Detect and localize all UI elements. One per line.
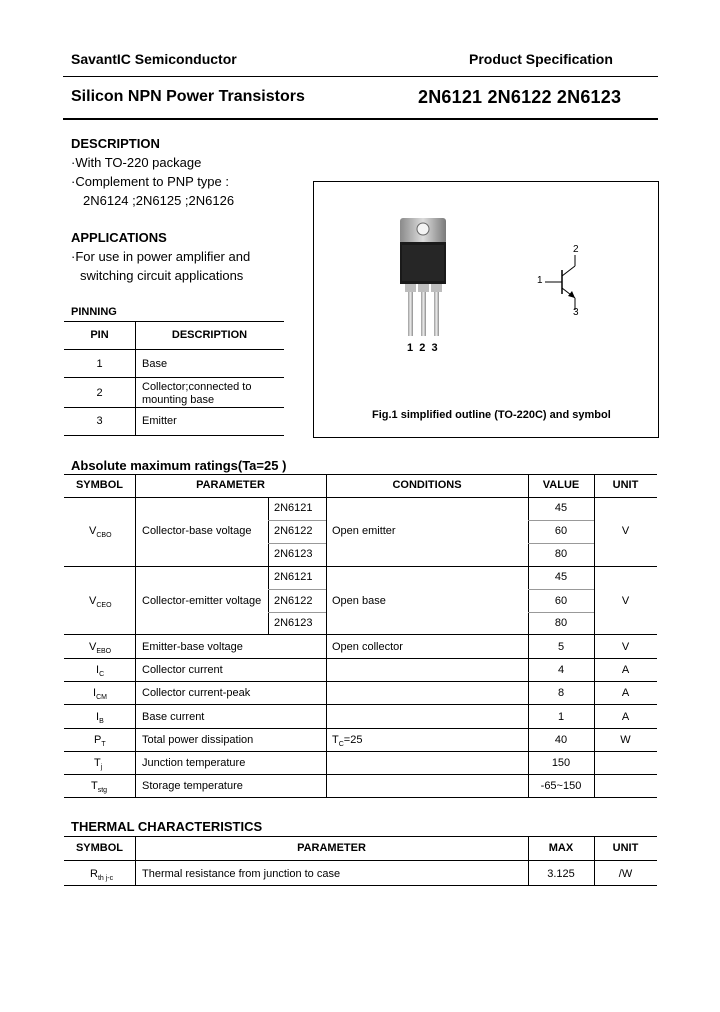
thermal-rule <box>64 860 657 861</box>
ratings-subrule <box>268 589 326 590</box>
part-number: 2N6123 <box>274 617 313 629</box>
applications-item: ·For use in power amplifier and <box>71 249 251 264</box>
thermal-heading: THERMAL CHARACTERISTICS <box>71 819 263 834</box>
symbol-pin-3: 3 <box>573 307 579 318</box>
applications-heading: APPLICATIONS <box>71 230 167 245</box>
product-line-title: Silicon NPN Power Transistors <box>71 88 305 105</box>
value-cell: 8 <box>557 687 565 699</box>
description-heading: DESCRIPTION <box>71 136 160 151</box>
pinning-col-description: DESCRIPTION <box>171 329 248 341</box>
part-number: 2N6122 <box>274 595 313 607</box>
thermal-col-unit: UNIT <box>612 842 639 854</box>
value-cell: 60 <box>554 525 568 537</box>
ratings-col-symbol: SYMBOL <box>75 479 124 491</box>
ratings-rule <box>64 566 657 567</box>
part-numbers-title: 2N6121 2N6122 2N6123 <box>418 87 622 107</box>
thermal-col-parameter: PARAMETER <box>297 842 366 854</box>
ratings-rule <box>64 704 657 705</box>
part-number: 2N6123 <box>274 548 313 560</box>
part-number: 2N6121 <box>274 502 313 514</box>
param-vebo: Emitter-base voltage <box>142 641 243 653</box>
unit-cell: A <box>621 687 630 699</box>
pinning-rule <box>64 349 284 350</box>
pinning-rule <box>64 377 284 378</box>
ratings-col-divider <box>135 474 136 798</box>
ratings-heading: Absolute maximum ratings(Ta=25 ) <box>71 458 287 473</box>
pinning-heading: PINNING <box>71 306 117 318</box>
ratings-subrule <box>528 589 594 590</box>
param-icm: Collector current-peak <box>142 687 251 699</box>
pin-number: 1 <box>96 358 103 370</box>
to220-package-image <box>390 215 460 345</box>
value-cell: 1 <box>557 711 565 723</box>
param-tstg: Storage temperature <box>142 780 243 792</box>
pin-description: Collector;connected to <box>142 381 252 393</box>
ratings-subrule <box>528 612 594 613</box>
symbol-ic: $I_C$ <box>96 664 105 679</box>
figure-caption: Fig.1 simplified outline (TO-220C) and symbol <box>372 409 611 421</box>
part-number: 2N6121 <box>274 571 313 583</box>
company-name: SavantIC Semiconductor <box>71 51 237 67</box>
cond-vcbo: Open emitter <box>332 525 396 537</box>
unit-cell: W <box>620 734 631 746</box>
param-ib: Base current <box>142 711 205 723</box>
description-item: ·With TO-220 package <box>71 155 202 170</box>
symbol-ib: $I_B$ <box>96 711 104 726</box>
unit-cell: /W <box>618 868 633 880</box>
thermal-col-symbol: SYMBOL <box>75 842 124 854</box>
symbol-vebo: $V_{EBO}$ <box>89 641 112 656</box>
ratings-rule <box>64 474 657 475</box>
package-pin-labels: 1 2 3 <box>407 342 438 354</box>
applications-item: switching circuit applications <box>80 268 244 283</box>
ratings-col-divider <box>528 474 529 798</box>
description-item: 2N6124 ;2N6125 ;2N6126 <box>83 193 235 208</box>
param-tj: Junction temperature <box>142 757 246 769</box>
symbol-icm: $I_{CM}$ <box>93 687 107 702</box>
value-cell: 80 <box>554 617 568 629</box>
value-cell: 4 <box>557 664 565 676</box>
symbol-vcbo: $V_{CBO}$ <box>89 525 112 540</box>
ratings-col-divider <box>326 474 327 798</box>
ratings-rule <box>64 774 657 775</box>
pinning-rule <box>64 321 284 322</box>
ratings-subrule <box>528 543 594 544</box>
value-cell: 40 <box>554 734 568 746</box>
cond-pt: $T_C=25$ <box>332 734 363 749</box>
pin-description: Base <box>142 358 168 370</box>
max-cell: 3.125 <box>547 868 575 880</box>
value-cell: 45 <box>554 502 568 514</box>
ratings-subrule <box>268 520 326 521</box>
ratings-col-unit: UNIT <box>612 479 639 491</box>
title-rule <box>63 118 658 120</box>
ratings-rule <box>64 634 657 635</box>
thermal-rule <box>64 885 657 886</box>
thermal-col-max: MAX <box>548 842 574 854</box>
pinning-rule <box>64 407 284 408</box>
value-cell: 60 <box>554 595 568 607</box>
symbol-rth: $R_{th j-c}$ <box>90 868 114 883</box>
ratings-subrule <box>528 520 594 521</box>
param-vcbo: Collector-base voltage <box>142 525 252 537</box>
thermal-rule <box>64 836 657 837</box>
value-cell: 150 <box>551 757 571 769</box>
pin-number: 2 <box>96 387 103 399</box>
unit-cell: V <box>621 641 630 653</box>
param-vceo: Collector-emitter voltage <box>142 595 262 607</box>
symbol-pin-2: 2 <box>573 244 579 255</box>
pinning-col-pin: PIN <box>90 329 109 341</box>
ratings-subrule <box>268 612 326 613</box>
unit-cell: V <box>621 595 630 607</box>
unit-cell: A <box>621 664 630 676</box>
cond-vebo: Open collector <box>332 641 403 653</box>
symbol-tj: $T_j$ <box>94 757 103 772</box>
description-item: ·Complement to PNP type : <box>71 174 229 189</box>
ratings-rule <box>64 728 657 729</box>
symbol-pin-1: 1 <box>537 275 543 286</box>
value-cell: 45 <box>554 571 568 583</box>
unit-cell: A <box>621 711 630 723</box>
header-rule <box>63 76 658 77</box>
document-type: Product Specification <box>469 51 613 67</box>
value-cell: -65~150 <box>540 780 582 792</box>
value-cell: 5 <box>557 641 565 653</box>
value-cell: 80 <box>554 548 568 560</box>
pin-description: Emitter <box>142 415 177 427</box>
ratings-subrule <box>268 543 326 544</box>
ratings-col-divider <box>594 474 595 798</box>
param-pt: Total power dissipation <box>142 734 254 746</box>
pinning-rule <box>64 435 284 436</box>
part-number: 2N6122 <box>274 525 313 537</box>
symbol-vceo: $V_{CEO}$ <box>89 595 112 610</box>
param-rth: Thermal resistance from junction to case <box>142 868 341 880</box>
ratings-rule <box>64 658 657 659</box>
ratings-col-value: VALUE <box>542 479 580 491</box>
param-ic: Collector current <box>142 664 223 676</box>
pin-description: mounting base <box>142 394 215 406</box>
cond-vceo: Open base <box>332 595 386 607</box>
pin-number: 3 <box>96 415 103 427</box>
unit-cell: V <box>621 525 630 537</box>
ratings-col-conditions: CONDITIONS <box>392 479 462 491</box>
ratings-rule <box>64 497 657 498</box>
ratings-rule <box>64 681 657 682</box>
ratings-col-parameter: PARAMETER <box>196 479 265 491</box>
symbol-pt: $P_T$ <box>94 734 106 749</box>
symbol-tstg: $T_{stg}$ <box>91 780 108 795</box>
ratings-rule <box>64 751 657 752</box>
ratings-rule <box>64 797 657 798</box>
figure-outline-box <box>313 181 659 438</box>
